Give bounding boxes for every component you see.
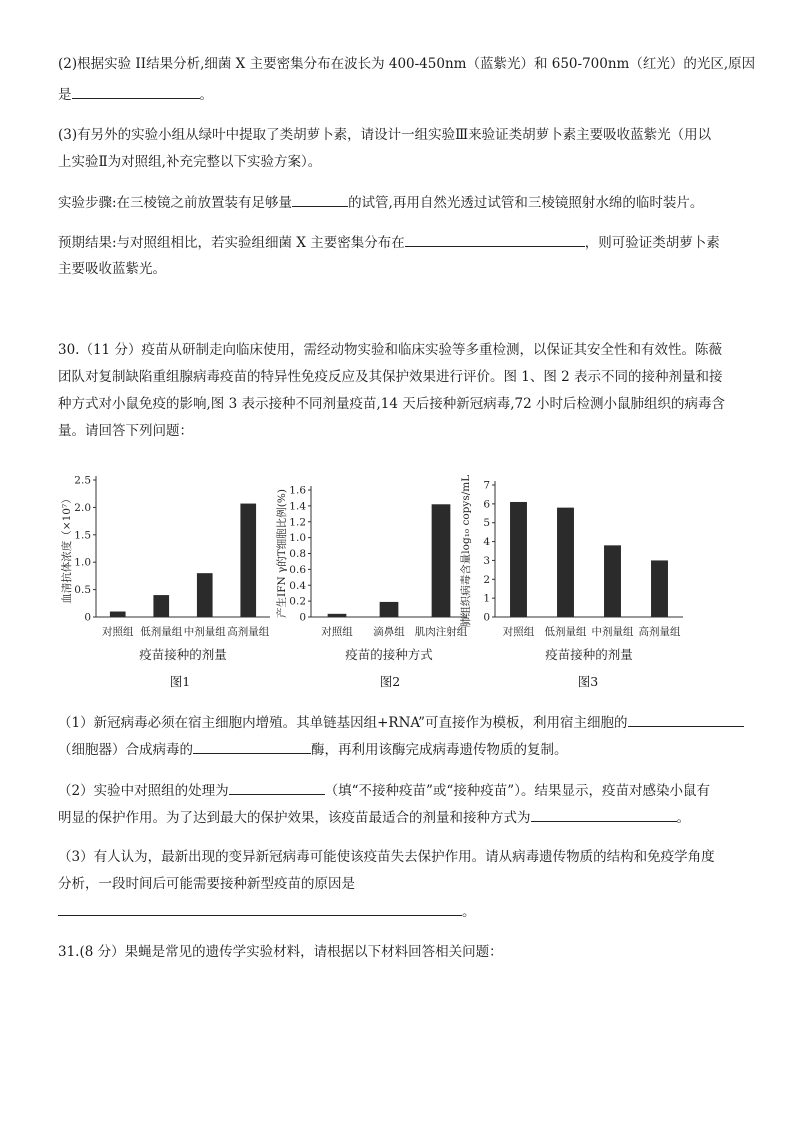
y-tick-label: 0.4 [289, 579, 306, 592]
y-tick-label: 0 [483, 611, 490, 624]
answer-blank[interactable] [292, 192, 348, 207]
answer-blank[interactable] [531, 807, 677, 822]
q31-intro: 31.(8 分）果蝇是常见的遗传学实验材料，请根据以下材料回答相关问题： [58, 944, 503, 960]
bar [110, 612, 126, 617]
chart-figure-1 [60, 470, 280, 670]
x-tick-label: 高剂量组 [227, 626, 270, 638]
q30-sub3-line1: （3）有人认为，最新出现的变异新冠病毒可能使该疫苗失去保护作用。请从病毒遗传物质的结构和免疫学角度 [58, 849, 715, 865]
x-tick-label: 对照组 [502, 626, 535, 638]
y-tick-label: 0.5 [74, 584, 91, 597]
figure-3 [460, 470, 690, 674]
figure-1 [60, 470, 280, 674]
x-axis-title: 疫苗的接种方式 [345, 647, 433, 662]
chart-figure-2 [275, 470, 475, 670]
q29-part3-line1: (3)有另外的实验小组从绿叶中提取了类胡萝卜素，请设计一组实验Ⅲ来验证类胡萝卜素主要吸收蓝紫光（用以 [58, 127, 712, 143]
q30-sub1-line1: （1）新冠病毒必须在宿主细胞内增殖。其单链基因组+RNA”可直接作为模板，利用宿主细胞的 [58, 712, 744, 733]
answer-blank[interactable] [193, 739, 311, 754]
figure-1-caption: 图1 [169, 674, 191, 689]
answer-blank[interactable] [229, 780, 325, 795]
y-tick-label: 0.2 [289, 595, 306, 608]
q30-sub2-line1: （2）实验中对照组的处理为 （填“不接种疫苗”或“接种疫苗”）。结果显示，疫苗对感染小鼠有 [58, 780, 710, 801]
bar [510, 502, 527, 617]
q30-sub3-line3: 。 [58, 901, 476, 922]
q30-sub2-line2: 明显的保护作用。为了达到最大的保护效果，该疫苗最适合的剂量和接种方式为 。 [58, 807, 690, 828]
figure-2 [275, 470, 475, 674]
x-tick-label: 对照组 [102, 626, 134, 638]
q30-intro-line3: 种方式对小鼠免疫的影响,图 3 表示接种不同剂量疫苗,14 天后接种新冠病毒,72 小时后检测小鼠肺组织的病毒含 [58, 396, 725, 412]
q29-steps: 实验步骤:在三棱镜之前放置装有足够量 的试管,再用自然光透过试管和三棱镜照射水绵的临时装片。 [58, 192, 703, 213]
y-tick-label: 0 [84, 611, 91, 624]
q29-prediction-line2: 主要吸收蓝紫光。 [58, 261, 166, 277]
q30-sub1-line2: （细胞器）合成病毒的 酶，再利用该酶完成病毒遗传物质的复制。 [58, 739, 568, 760]
bar [153, 595, 169, 617]
y-tick-label: 1.0 [289, 532, 306, 545]
y-tick-label: 1.4 [289, 500, 306, 513]
q30-intro-line1: 30.（11 分）疫苗从研制走向临床使用，需经动物实验和临床实验等多重检测，以保证其安全性和有效性。陈薇 [58, 342, 722, 358]
q30-intro-line2: 团队对复制缺陷重组腺病毒疫苗的特异性免疫反应及其保护效果进行评价。图 1、图 2 表示不同的接种剂量和接 [58, 369, 723, 385]
x-tick-label: 对照组 [321, 626, 353, 638]
y-tick-label: 6 [483, 498, 490, 511]
y-tick-label: 0 [299, 611, 306, 624]
y-tick-label: 4 [483, 536, 490, 549]
x-tick-label: 低剂量组 [544, 626, 587, 638]
answer-blank[interactable] [72, 84, 200, 99]
x-tick-label: 中剂量组 [591, 626, 634, 638]
bar [328, 614, 347, 617]
y-axis-title: 血清抗体浓度（×10⁷） [61, 493, 73, 604]
x-tick-label: 高剂量组 [638, 626, 681, 638]
x-tick-label: 肌肉注射组 [414, 626, 468, 638]
y-tick-label: 2.0 [74, 501, 91, 514]
bar [240, 504, 256, 617]
q30-sub3-line2: 分析，一段时间后可能需要接种新型疫苗的原因是 [58, 876, 355, 892]
y-tick-label: 1.6 [289, 484, 306, 497]
bar [557, 508, 574, 617]
y-tick-label: 2 [483, 573, 490, 586]
x-axis-title: 疫苗接种的剂量 [545, 647, 633, 662]
figure-3-caption: 图3 [577, 674, 599, 689]
bar [197, 573, 213, 617]
q29-prediction-line1: 预期结果:与对照组相比，若实验组细菌 X 主要密集分布在 ，则可验证类胡萝卜素 [58, 232, 720, 253]
y-axis-title: 产生IFN γ的T细胞比例(%) [276, 489, 288, 618]
x-tick-label: 滴鼻组 [373, 626, 405, 638]
y-tick-label: 3 [483, 554, 490, 567]
y-tick-label: 5 [483, 517, 490, 530]
y-tick-label: 7 [483, 479, 490, 492]
y-axis-title: 肺组织病毒含量log₁₀ copys/mL [460, 474, 472, 628]
q30-intro-line4: 量。请回答下列问题： [58, 423, 193, 439]
y-tick-label: 1.2 [289, 516, 306, 529]
q29-part3-line2: 上实验Ⅱ为对照组,补充完整以下实验方案）。 [58, 154, 322, 170]
q29-part2-line2: 是 。 [58, 84, 213, 105]
figure-2-caption: 图2 [379, 674, 401, 689]
bar [651, 560, 668, 617]
y-tick-label: 1.5 [74, 529, 91, 542]
bar [432, 504, 451, 617]
y-tick-label: 2.5 [74, 474, 91, 487]
y-tick-label: 1 [483, 592, 490, 605]
y-tick-label: 0.8 [289, 548, 306, 560]
bar [380, 602, 399, 617]
answer-blank[interactable] [58, 901, 462, 916]
x-axis-title: 疫苗接种的剂量 [139, 647, 227, 662]
y-tick-label: 0.6 [289, 563, 306, 576]
x-tick-label: 中剂量组 [183, 626, 226, 638]
y-tick-label: 1.0 [74, 556, 91, 569]
answer-blank[interactable] [628, 712, 744, 727]
answer-blank[interactable] [405, 232, 585, 247]
bar [604, 545, 621, 617]
chart-figure-3 [460, 470, 690, 670]
x-tick-label: 低剂量组 [140, 626, 183, 638]
q29-part2-line1: (2)根据实验 II结果分析,细菌 X 主要密集分布在波长为 400-450nm（蓝紫光）和 650-700nm（红光）的光区,原因 [58, 56, 756, 72]
